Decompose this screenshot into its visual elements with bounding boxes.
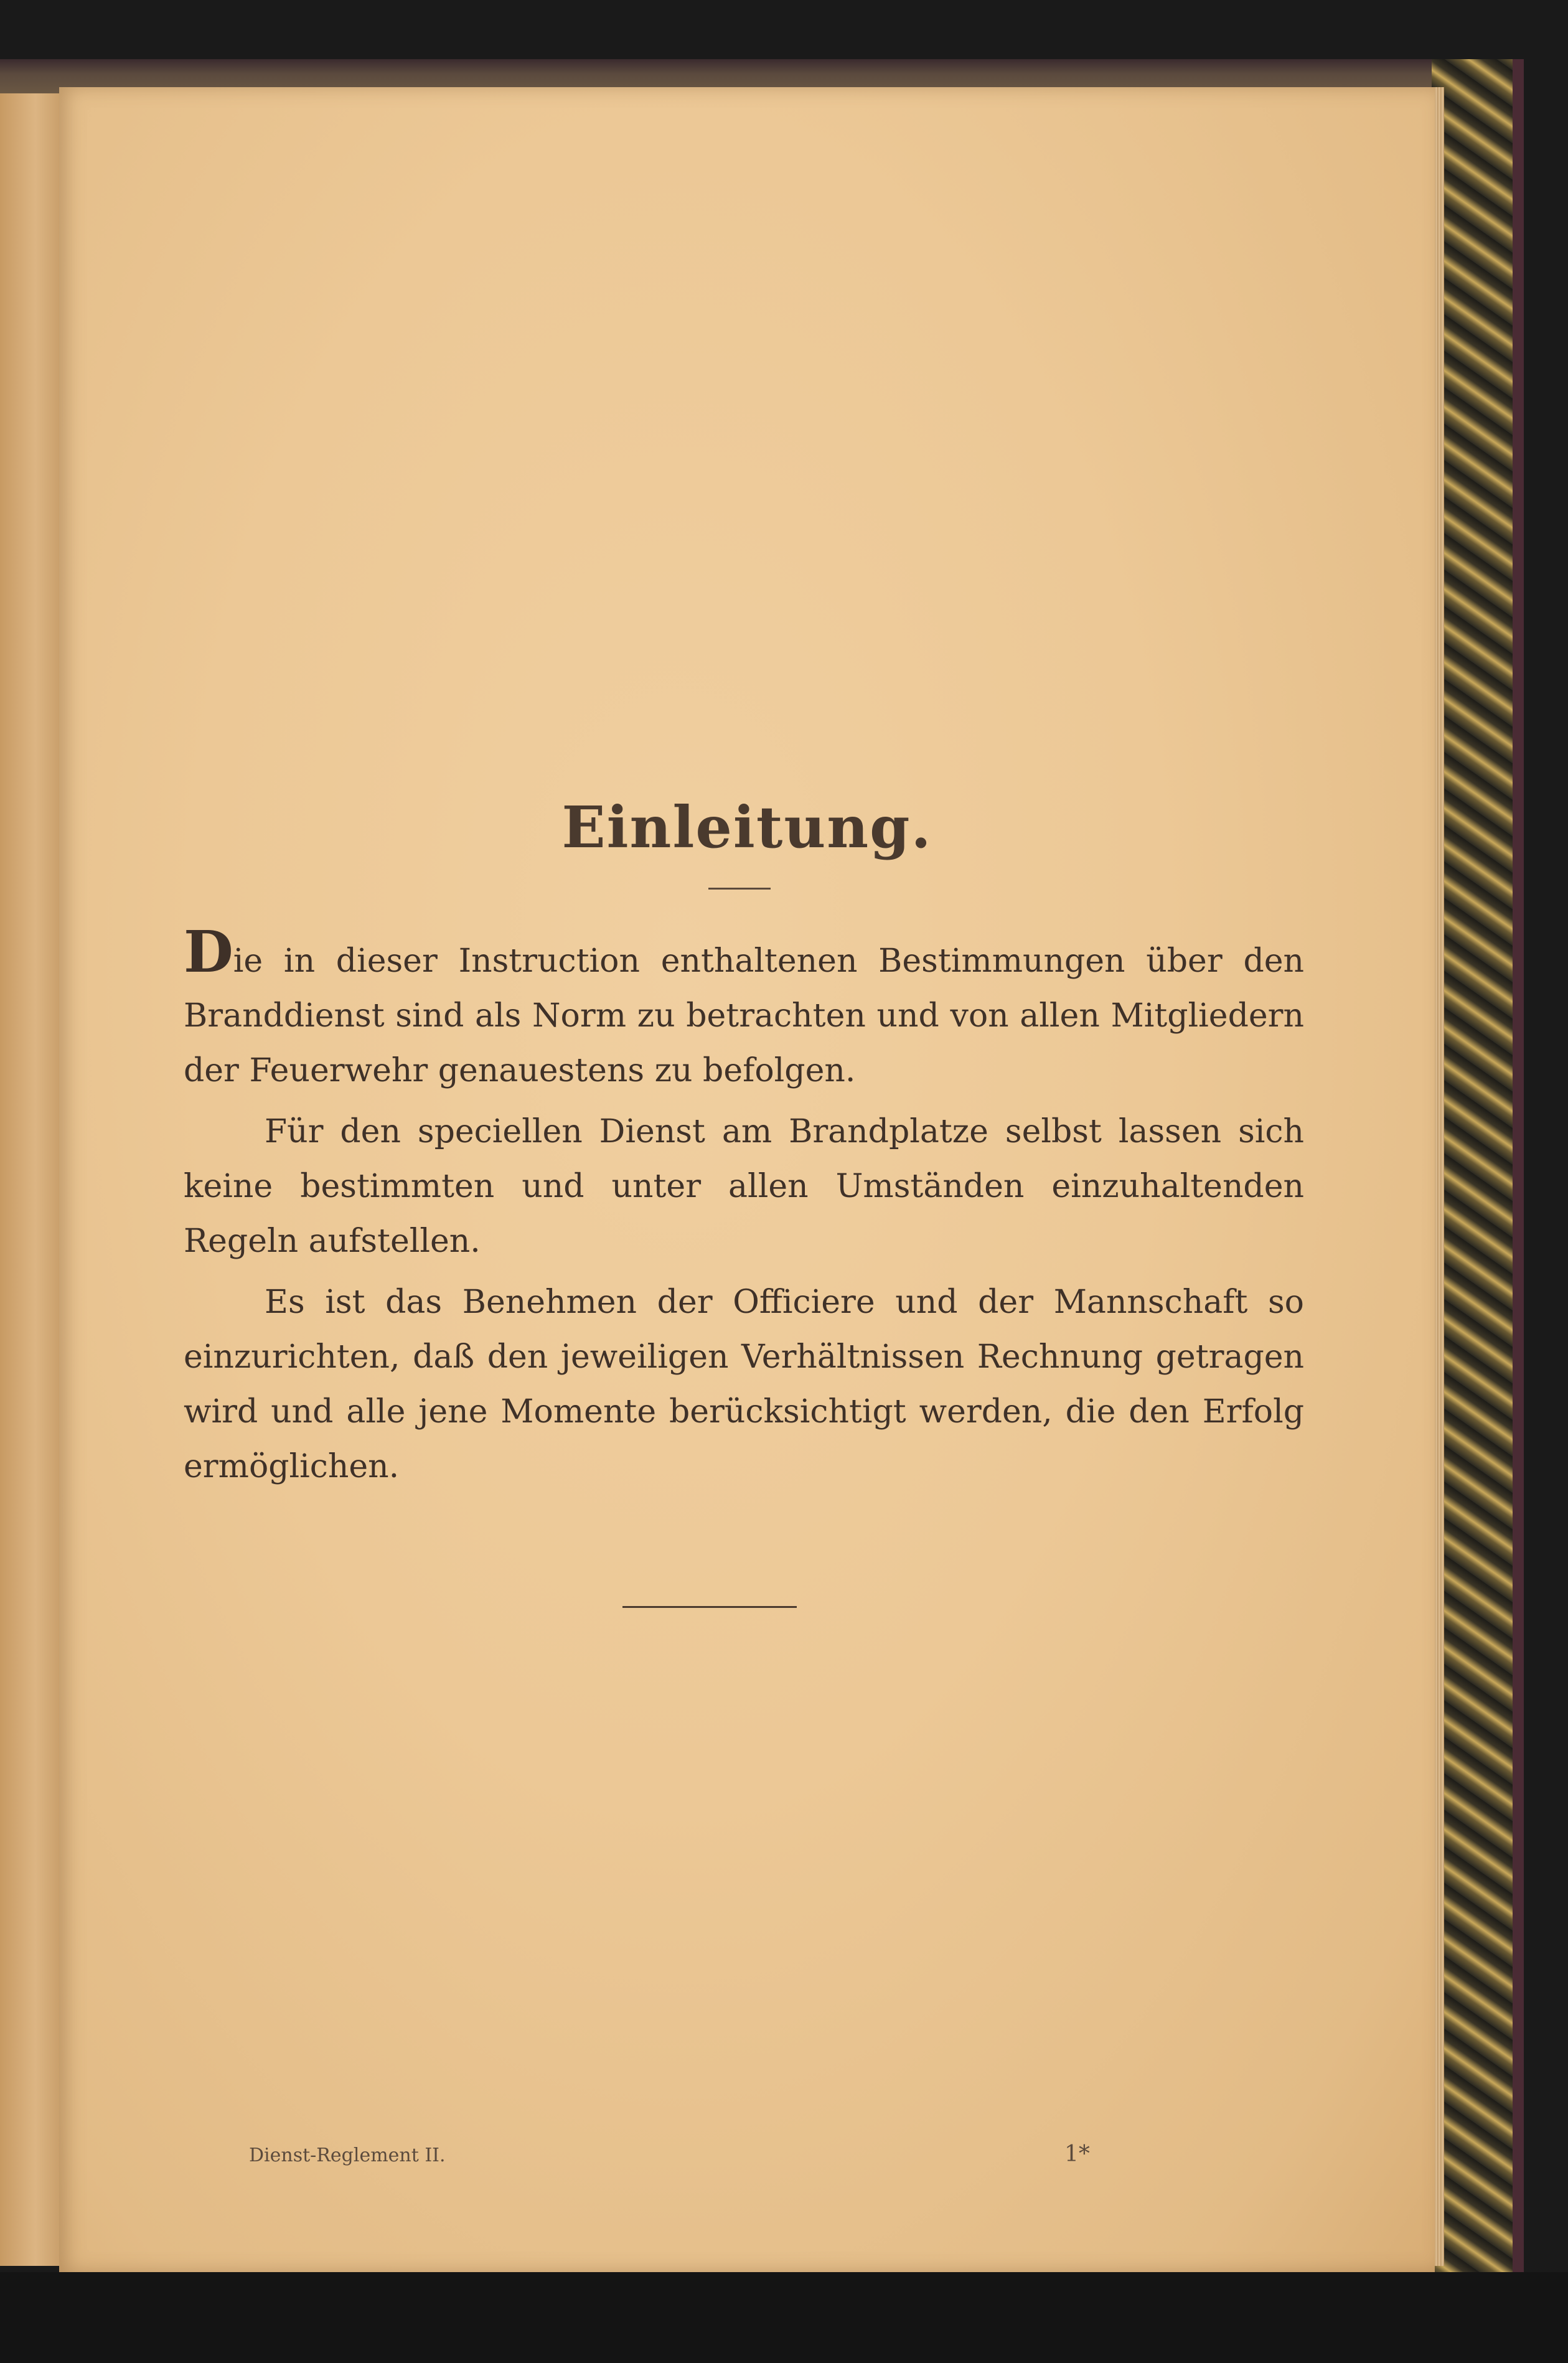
paragraph-3: Es ist das Benehmen der Officiere und der Mannschaft so einzurichten, daß den jeweiligen Verhältnissen Rechnung getragen wird und alle jene Momente berücksichtigt werden, die den Erfolg ermöglichen.	[184, 1284, 1304, 1485]
heading-rule	[708, 888, 771, 890]
scan-background	[0, 2272, 1568, 2363]
left-page-edge	[0, 93, 59, 2266]
initial-letter: D	[184, 918, 233, 985]
section-end-rule	[622, 1606, 797, 1608]
paragraph-1	[184, 918, 1304, 1098]
paragraph-1-text: ie in dieser Instruction enthaltenen Bestimmungen über den Branddienst sind als Norm zu betrachten und von allen Mitgliedern der Feuerwehr genauestens zu befolgen.	[184, 942, 1304, 1089]
paragraph-2: Für den speciellen Dienst am Brandplatze selbst lassen sich keine bestimmten und unter allen Umständen einzuhaltenden Regeln aufstellen.	[184, 1113, 1304, 1260]
body-text	[184, 918, 1304, 1500]
chapter-heading: Einleitung.	[561, 794, 932, 861]
sheet-signature: 1*	[1064, 2141, 1090, 2167]
book-page	[59, 87, 1435, 2272]
signature-mark: Dienst-Reglement II.	[249, 2145, 446, 2166]
marbled-cover-board	[1432, 59, 1524, 2275]
